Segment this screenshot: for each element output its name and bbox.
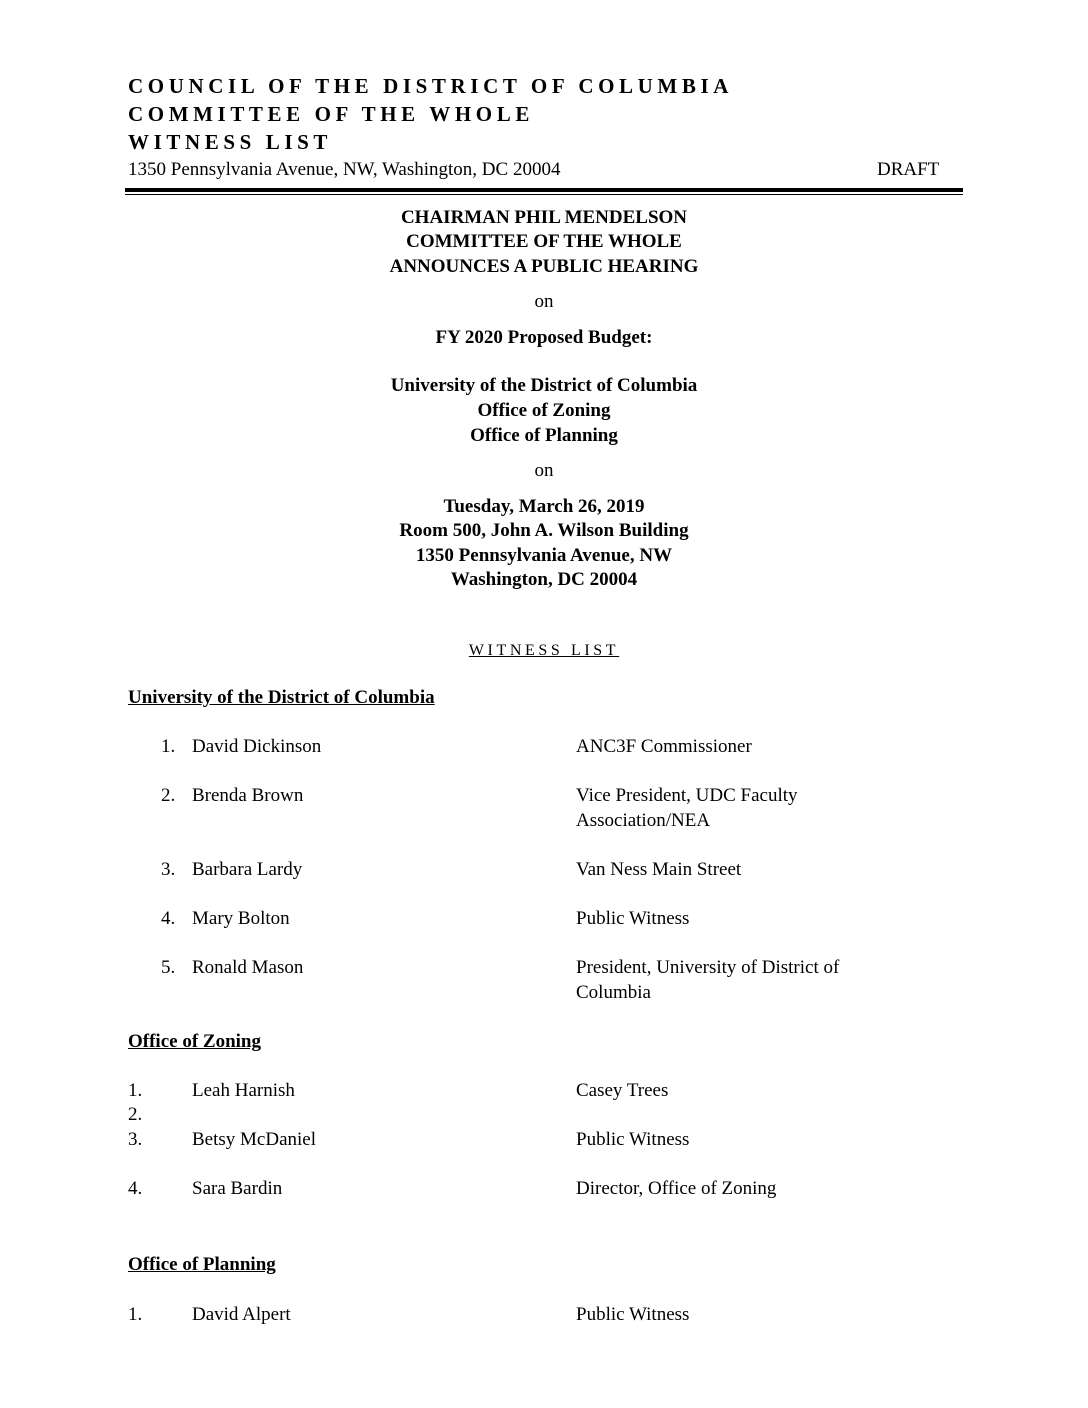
witness-number: 2. <box>128 1104 143 1125</box>
header-rule <box>125 188 963 192</box>
witness-affiliation: ANC3F Commissioner <box>576 736 752 757</box>
witness-affiliation: Director, Office of Zoning <box>576 1178 777 1199</box>
witness-affiliation: Public Witness <box>576 1304 690 1325</box>
section-title-udc: University of the District of Columbia <box>128 687 435 708</box>
hearing-city: Washington, DC 20004 <box>450 569 638 590</box>
announcement-on-2: on <box>534 460 554 481</box>
section-title-zoning: Office of Zoning <box>128 1031 261 1052</box>
witness-affiliation: Casey Trees <box>576 1080 669 1101</box>
witness-affiliation: Vice President, UDC Faculty Association/NEA <box>576 785 798 831</box>
witness-affiliation: Public Witness <box>576 908 690 929</box>
witness-name: Barbara Lardy <box>192 859 303 880</box>
draft-label: DRAFT <box>877 159 940 180</box>
witness-name: Leah Harnish <box>192 1080 295 1101</box>
hearing-date: Tuesday, March 26, 2019 <box>443 496 645 517</box>
witness-name: David Alpert <box>192 1304 291 1325</box>
witness-number: 3. <box>161 859 176 880</box>
header-address: 1350 Pennsylvania Avenue, NW, Washington, DC 20004 <box>128 159 561 180</box>
witness-number: 1. <box>128 1080 143 1101</box>
witness-affiliation: President, University of District of Columbia <box>576 957 840 1003</box>
announcement-subject: FY 2020 Proposed Budget: <box>435 327 653 348</box>
witness-affiliation: Public Witness <box>576 1129 690 1150</box>
council-title: COUNCIL OF THE DISTRICT OF COLUMBIA <box>128 74 733 98</box>
witness-name: David Dickinson <box>192 736 322 757</box>
hearing-room: Room 500, John A. Wilson Building <box>399 520 689 541</box>
witness-number: 5. <box>161 957 176 978</box>
witness-number: 4. <box>161 908 176 929</box>
document-title: WITNESS LIST <box>128 130 333 154</box>
announcement-agency-2: Office of Zoning <box>477 400 611 421</box>
header-rule-thin <box>125 194 963 195</box>
witness-affiliation: Van Ness Main Street <box>576 859 742 880</box>
witness-name: Sara Bardin <box>192 1178 283 1199</box>
witness-number: 4. <box>128 1178 143 1199</box>
section-title-planning: Office of Planning <box>128 1254 276 1275</box>
witness-number: 3. <box>128 1129 143 1150</box>
announcement-hearing: ANNOUNCES A PUBLIC HEARING <box>389 256 699 277</box>
witness-name: Mary Bolton <box>192 908 290 929</box>
witness-number: 2. <box>161 785 176 806</box>
announcement-committee: COMMITTEE OF THE WHOLE <box>406 231 682 252</box>
witness-name: Ronald Mason <box>192 957 304 978</box>
witness-number: 1. <box>128 1304 143 1325</box>
witness-name: Betsy McDaniel <box>192 1129 317 1150</box>
witness-list-heading: WITNESS LIST <box>468 642 620 659</box>
committee-title: COMMITTEE OF THE WHOLE <box>128 102 534 126</box>
witness-number: 1. <box>161 736 176 757</box>
announcement-on-1: on <box>534 291 554 312</box>
hearing-street: 1350 Pennsylvania Avenue, NW <box>415 545 673 566</box>
announcement-agency-3: Office of Planning <box>470 425 618 446</box>
announcement-chairman: CHAIRMAN PHIL MENDELSON <box>400 207 688 228</box>
announcement-agency-1: University of the District of Columbia <box>390 375 698 396</box>
witness-name: Brenda Brown <box>192 785 304 806</box>
